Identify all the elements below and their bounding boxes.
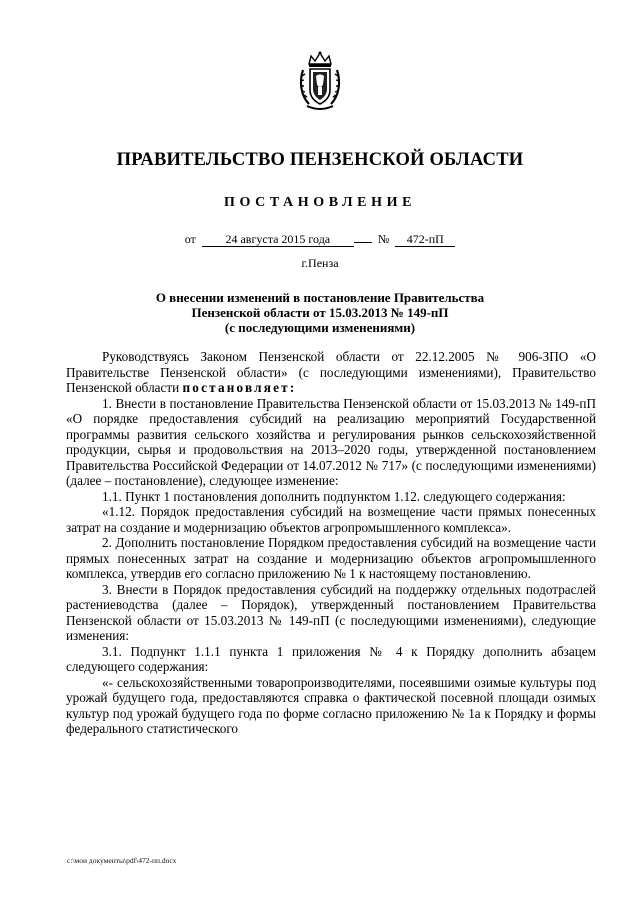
preamble-text: Руководствуясь Законом Пензенской области от 22.12.2005 № 906-ЗПО «О Правительстве Пензенской области» (с последующими изменениями), Правительство Пензенской области bbox=[66, 349, 596, 395]
coat-of-arms-emblem bbox=[297, 50, 343, 112]
government-title: ПРАВИТЕЛЬСТВО ПЕНЗЕНСКОЙ ОБЛАСТИ bbox=[116, 150, 524, 170]
city: г.Пенза bbox=[301, 256, 339, 270]
paragraph-quote-1-12: «1.12. Порядок предоставления субсидий на возмещение части прямых понесенных затрат на создание и модернизацию объектов агропромышленного комплекса». bbox=[66, 504, 596, 535]
heading-line-2: Пензенской области от 15.03.2013 № 149-пП bbox=[191, 305, 449, 320]
paragraph-quote-addition: «- сельскохозяйственными товаропроизводителями, посеявшими озимые культуры под урожай будущего года, предоставляются справка о фактической посевной площади озимых культур под урожай будущего года по форме согласно приложению № 1а к Порядку и формы федерального статистического bbox=[66, 674, 596, 736]
document-body bbox=[66, 349, 596, 737]
decree-word: постановляет: bbox=[182, 380, 297, 395]
heading-line-1: О внесении изменений в постановление Правительства bbox=[155, 290, 485, 305]
paragraph-item-3: 3. Внести в Порядок предоставления субсидий на поддержку отдельных подотраслей растениеводства (далее – Порядок), утвержденный постановлением Правительства Пензенской области от 15.03.2013 № 149-пП (с последующими изменениями), следующие изменения: bbox=[66, 581, 596, 643]
heading-line-3: (с последующими изменениями) bbox=[224, 320, 416, 335]
file-path-footer: c:\мои документы\pdf\472-пп.docx bbox=[67, 856, 177, 865]
date-prefix: от bbox=[184, 232, 196, 246]
document-kind: ПОСТАНОВЛЕНИЕ bbox=[223, 195, 417, 210]
paragraph-item-1: 1. Внести в постановление Правительства Пензенской области от 15.03.2013 № 149-пП «О порядке предоставления субсидий на реализацию мероприятий Государственной программы развития сельского хозяйства и регулирования рынков сельскохозяйственной продукции, сырья и продовольствия на 2013–2020 годы, утвержденной постановлением Правительства Российской Федерации от 14.07.2012 № 717» (с последующими изменениями) (далее – постановление), следующее изменение: bbox=[66, 395, 596, 488]
document-number: 472-пП bbox=[395, 232, 455, 247]
document-heading bbox=[90, 290, 550, 335]
paragraph-item-3-1: 3.1. Подпункт 1.1.1 пункта 1 приложения № 4 к Порядку дополнить абзацем следующего содержания: bbox=[66, 643, 596, 674]
date-number-line bbox=[0, 232, 640, 247]
date-underline-gap bbox=[354, 242, 372, 243]
paragraph-item-1-1: 1.1. Пункт 1 постановления дополнить подпунктом 1.12. следующего содержания: bbox=[102, 488, 566, 504]
paragraph-item-2: 2. Дополнить постановление Порядком предоставления субсидий на возмещение части прямых понесенных затрат на создание и модернизацию объектов агропромышленного комплекса, утвердив его согласно приложению № 1 к настоящему постановлению. bbox=[66, 535, 596, 581]
paragraph-preamble bbox=[66, 349, 596, 396]
number-sign: № bbox=[377, 232, 390, 246]
document-date: 24 августа 2015 года bbox=[202, 232, 354, 247]
